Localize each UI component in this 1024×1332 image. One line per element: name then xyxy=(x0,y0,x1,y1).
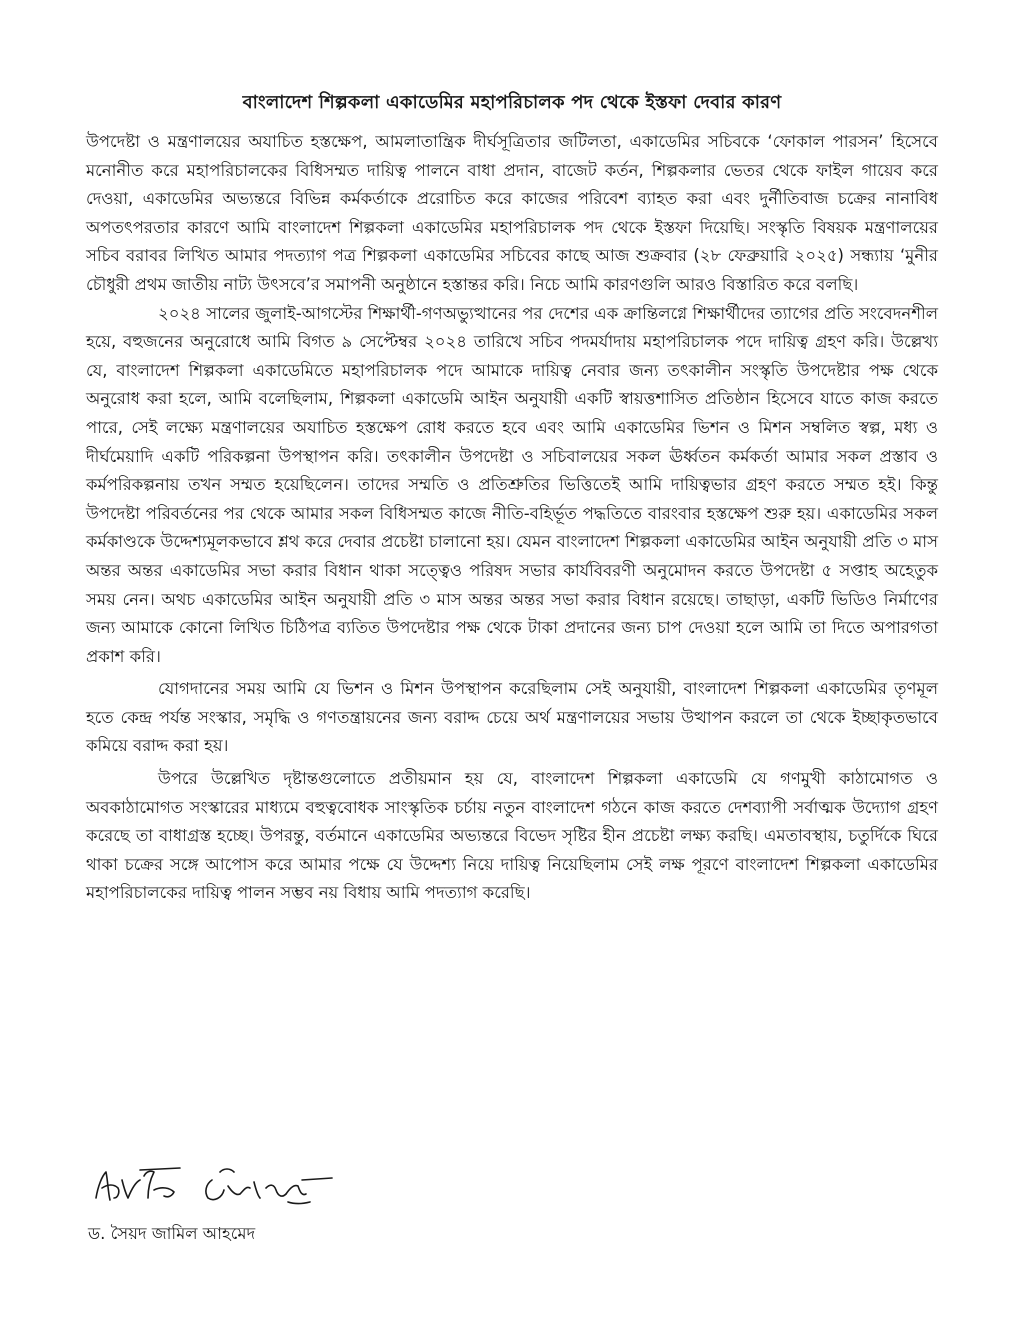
paragraph-3: যোগদানের সময় আমি যে ভিশন ও মিশন উপস্থাপন করেছিলাম সেই অনুযায়ী, বাংলাদেশ শিল্পকলা একাডেমির তৃণমূল হতে কেন্দ্র পর্যন্ত সংস্কার, সমৃদ্ধি ও গণতন্ত্রায়নের জন্য বরাদ্দ চেয়ে অর্থ মন্ত্রণালয়ের সভায় উত্থাপন করলে তা থেকে ইচ্ছাকৃতভাবে কমিয়ে বরাদ্দ করা হয়। xyxy=(86,679,938,756)
document-title: বাংলাদেশ শিল্পকলা একাডেমির মহাপরিচালক পদ থেকে ইস্তফা দেবার কারণ xyxy=(242,92,782,113)
signatory-name: ড. সৈয়দ জামিল আহমেদ xyxy=(88,1224,256,1243)
paragraph-1: উপদেষ্টা ও মন্ত্রণালয়ের অযাচিত হস্তক্ষেপ, আমলাতান্ত্রিক দীর্ঘসূত্রিতার জটিলতা, একাডেমির সচিবকে ‘ফোকাল পারসন’ হিসেবে মনোনীত করে মহাপরিচালকের বিধিসম্মত দায়িত্ব পালনে বাধা প্রদান, বাজেট কর্তন, শিল্পকলার ভেতর থেকে ফাইল গায়েব করে দেওয়া, একাডেমির অভ্যন্তরে বিভিন্ন কর্মকর্তাকে প্ররোচিত করে কাজের পরিবেশ ব্যাহত করা এবং দুর্নীতিবাজ চক্রের নানাবিধ অপতৎপরতার কারণে আমি বাংলাদেশ শিল্পকলা একাডেমির মহাপরিচালক পদ থেকে ইস্তফা দিয়েছি। সংস্কৃতি বিষয়ক মন্ত্রণালয়ের সচিব বরাবর লিখিত আমার পদত্যাগ পত্র শিল্পকলা একাডেমির সচিবের কাছে আজ শুক্রবার (২৮ ফেব্রুয়ারি ২০২৫) সন্ধ্যায় ‘মুনীর চৌধুরী প্রথম জাতীয় নাট্য উৎসবে’র সমাপনী অনুষ্ঠানে হস্তান্তর করি। নিচে আমি কারণগুলি আরও বিস্তারিত করে বলছি। xyxy=(86,132,938,294)
handwritten-signature xyxy=(88,1158,348,1218)
paragraph-2: ২০২৪ সালের জুলাই-আগস্টের শিক্ষার্থী-গণঅভ্যুত্থানের পর দেশের এক ক্রান্তিলগ্নে শিক্ষার্থীদের ত্যাগের প্রতি সংবেদনশীল হয়ে, বহুজনের অনুরোধে আমি বিগত ৯ সেপ্টেম্বর ২০২৪ তারিখে সচিব পদমর্যাদায় মহাপরিচালক পদে দায়িত্ব গ্রহণ করি। উল্লেখ্য যে, বাংলাদেশ শিল্পকলা একাডেমিতে মহাপরিচালক পদে আমাকে দায়িত্ব নেবার জন্য তৎকালীন সংস্কৃতি উপদেষ্টার পক্ষ থেকে অনুরোধ করা হলে, আমি বলেছিলাম, শিল্পকলা একাডেমি আইন অনুযায়ী একটি স্বায়ত্তশাসিত প্রতিষ্ঠান হিসেবে যাতে কাজ করতে পারে, সেই লক্ষ্যে মন্ত্রণালয়ের অযাচিত হস্তক্ষেপ রোধ করতে হবে এবং আমি একাডেমির ভিশন ও মিশন সম্বলিত স্বল্প, মধ্য ও দীর্ঘমেয়াদি একটি পরিকল্পনা উপস্থাপন করি। তৎকালীন উপদেষ্টা ও সচিবালয়ের সকল ঊর্ধ্বতন কর্মকর্তা আমার সকল প্রস্তাব ও কর্মপরিকল্পনায় তখন সম্মত হয়েছিলেন। তাদের সম্মতি ও প্রতিশ্রুতির ভিত্তিতেই আমি দায়িত্বভার গ্রহণ করতে সম্মত হই। কিন্তু উপদেষ্টা পরিবর্তনের পর থেকে আমার সকল বিধিসম্মত কাজে নীতি-বহির্ভূত পদ্ধতিতে বারংবার হস্তক্ষেপ শুরু হয়। একাডেমির সকল কর্মকাণ্ডকে উদ্দেশ্যমূলকভাবে শ্লথ করে দেবার প্রচেষ্টা চালানো হয়। যেমন বাংলাদেশ শিল্পকলা একাডেমির আইন অনুযায়ী প্রতি ৩ মাস অন্তর অন্তর একাডেমির সভা করার বিধান থাকা সত্ত্বেও পরিষদ সভার কার্যবিবরণী অনুমোদন করতে উপদেষ্টা ৫ সপ্তাহ অহেতুক সময় নেন। অথচ একাডেমির আইন অনুযায়ী প্রতি ৩ মাস অন্তর অন্তর সভা করার বিধান রয়েছে। তাছাড়া, একটি ভিডিও নির্মাণের জন্য আমাকে কোনো লিখিত চিঠিপত্র ব্যতিত উপদেষ্টার পক্ষ থেকে টাকা প্রদানের জন্য চাপ দেওয়া হলে আমি তা দিতে অপারগতা প্রকাশ করি। xyxy=(86,303,938,666)
letter-body xyxy=(86,128,938,908)
paragraph-4: উপরে উল্লেখিত দৃষ্টান্তগুলোতে প্রতীয়মান হয় যে, বাংলাদেশ শিল্পকলা একাডেমি যে গণমুখী কাঠামোগত ও অবকাঠামোগত সংস্কারের মাধ্যমে বহুত্ববোধক সাংস্কৃতিক চর্চায় নতুন বাংলাদেশ গঠনে কাজ করতে দেশব্যাপী সর্বাত্মক উদ্যোগ গ্রহণ করেছে তা বাধাগ্রস্ত হচ্ছে। উপরন্তু, বর্তমানে একাডেমির অভ্যন্তরে বিভেদ সৃষ্টির হীন প্রচেষ্টা লক্ষ্য করছি। এমতাবস্থায়, চতুর্দিকে ঘিরে থাকা চক্রের সঙ্গে আপোস করে আমার পক্ষে যে উদ্দেশ্য নিয়ে দায়িত্ব নিয়েছিলাম সেই লক্ষ পূরণে বাংলাদেশ শিল্পকলা একাডেমির মহাপরিচালকের দায়িত্ব পালন সম্ভব নয় বিধায় আমি পদত্যাগ করেছি। xyxy=(86,769,938,903)
